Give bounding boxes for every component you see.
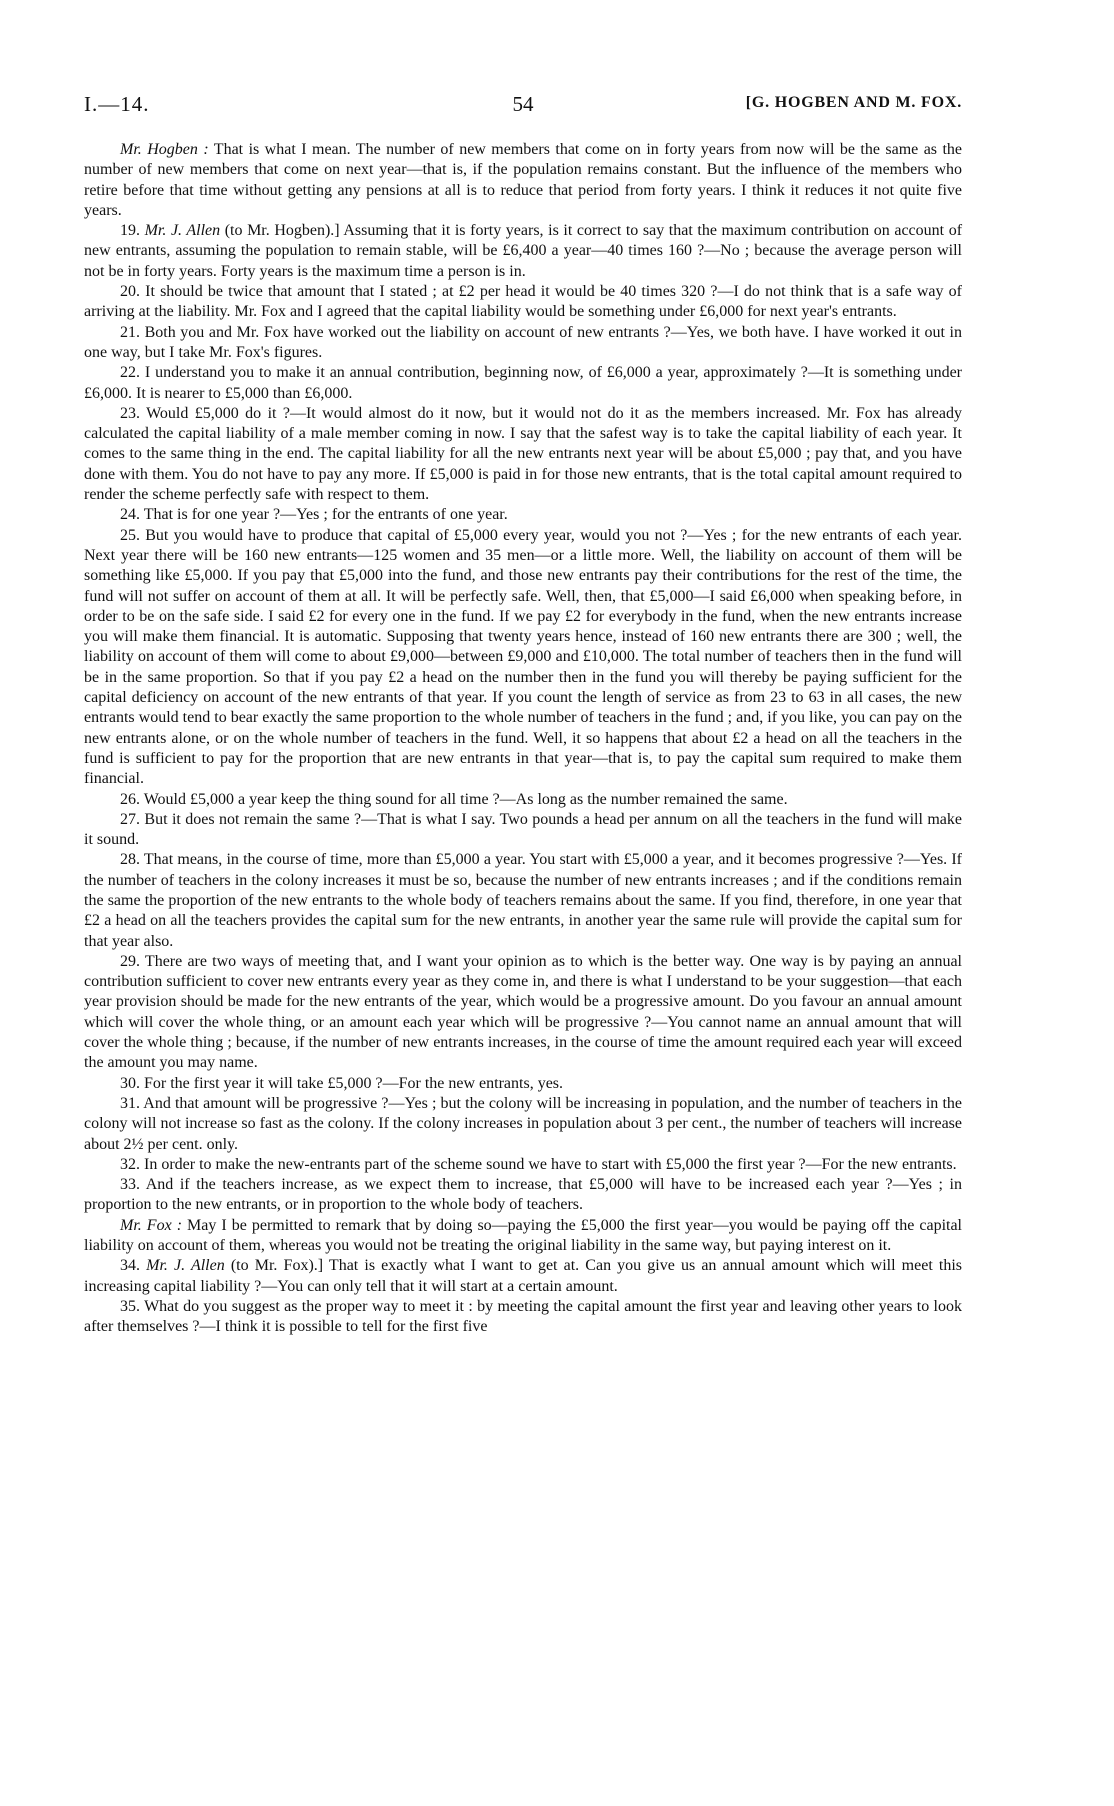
question-19: 19. Mr. J. Allen (to Mr. Hogben).] Assuming that it is forty years, is it correct to say that the maximum contribution on account of new entrants, assuming the population to remain stable, will be £6,400 a year—40 times 160 ?—No ; because the average person will not be in forty years. Forty years is the maximum time a person is in. [84,222,963,280]
question-34: 34. Mr. J. Allen (to Mr. Fox).] That is exactly what I want to get at. Can you give us an annual amount which will meet this increasing capital liability ?—You can only tell that it will start at a certain amount. [84,1257,963,1295]
question-24: 24. That is for one year ?—Yes ; for the entrants of one year. [120,506,508,524]
question-30: 30. For the first year it will take £5,000 ?—For the new entrants, yes. [120,1074,564,1092]
question-21: 21. Both you and Mr. Fox have worked out the liability on account of new entrants ?—Yes, we both have. I have worked it out in one way, but I take Mr. Fox's figures. [84,323,962,361]
minutes-of-evidence [84,140,962,1338]
speaker: Mr. J. Allen [146,1257,225,1275]
running-header [84,92,962,132]
speaker: Mr. Hogben : [120,141,209,158]
speaker: Mr. Fox : [120,1216,183,1234]
question-23: 23. Would £5,000 do it ?—It would almost do it now, but it would not do it as the members increased. Mr. Fox has already calculated the capital liability of a male member coming in now. I say that the safest way is to take the capital liability of each year. It comes to the same thing in the end. The capital liability for all the new entrants next year will be about £5,000 ; pay that, and you have done with them. You do not have to pay any more. If £5,000 is paid in for those new entrants, that is the total capital amount required to render the scheme perfectly safe with respect to them. [84,404,962,504]
question-25: 25. But you would have to produce that capital of £5,000 every year, would you not ?—Yes ; for the new entrants of each year. Next year there will be 160 new entrants—125 women and 35 men—or a little more. Well, the liability on account of them will be something like £5,000. If you pay that £5,000 into the fund, and those new entrants pay their contributions for the rest of the time, the fund will not suffer on account of them at all. It will be perfectly safe. Well, then, that £5,000—I said £6,000 when speaking before, in order to be on the safe side. I said £2 for every one in the fund. If we pay £2 for everybody in the fund, when the new entrants increase you will make them financial. It is automatic. Supposing that twenty years hence, instead of 160 new entrants there are 300 ; well, the liability on account of them will come to about £9,000—between £9,000 and £10,000. The total number of teachers then in the fund will be in the same proportion. So that if you pay £2 a head on the number then in the fund you will thereby be paying sufficient for the capital deficiency on account of the new entrants of that year. If you count the length of service as from 23 to 63 in all cases, the new entrants would tend to bear exactly the same proportion to the whole number of teachers in the fund ; and, if you like, you can pay on the new entrants alone, or on the whole number of teachers in the fund. Well, it so happens that about £2 a head on all the teachers in the fund is sufficient to pay for the proportion that are new entrants in that year—that is, to pay the capital sum required to make them financial. [84,526,962,788]
question-27: 27. But it does not remain the same ?—That is what I say. Two pounds a head per annum on all the teachers in the fund will make it sound. [84,810,962,849]
question-29: 29. There are two ways of meeting that, and I want your opinion as to which is the better way. One way is by paying an annual contribution sufficient to cover new entrants every year as they come in, and there is what I understand to be your suggestion—that each year provision should be made for the new entrants of the year, which would be a progressive amount. Do you favour an annual amount which will cover the whole thing, or an amount each year which will be progressive ?—You cannot name an annual amount that will cover the whole thing ; because, if the number of new entrants increases, in the course of time the amount required each year will exceed the amount you may name. [84,952,962,1072]
question-35: 35. What do you suggest as the proper way to meet it : by meeting the capital amount the first year and leaving other years to look after themselves ?—I think it is possible to tell for the first five [84,1297,962,1336]
question-33: 33. And if the teachers increase, as we expect them to increase, that £5,000 will have to be increased each year ?—Yes ; in proportion to the new entrants, or in proportion to the whole body of teachers. [84,1176,962,1214]
page-number: 54 [512,92,534,116]
paper-code: I.—14. [84,92,150,116]
question-26: 26. Would £5,000 a year keep the thing sound for all time ?—As long as the number remained the same. [120,790,788,808]
paragraph-fox-remark: Mr. Fox : May I be permitted to remark that by doing so—paying the £5,000 the first year—you would be paying off the capital liability on account of them, whereas you would not be treating the original liability in the same way, but paying interest on it. [84,1216,963,1255]
witness-names: [G. HOGBEN AND M. FOX. [745,94,962,111]
paragraph-hogben-remark: Mr. Hogben : That is what I mean. The number of new members that come on in forty years from now will be the same as the number of new members that come on next year—that is, if the population remains constant. But the influence of the members who retire before that time without getting any pensions at all is to reduce that period from forty years. I think it reduces it not quite five years. [84,141,963,219]
question-22: 22. I understand you to make it an annual contribution, beginning now, of £6,000 a year, approximately ?—It is something under £6,000. It is nearer to £5,000 than £6,000. [84,364,962,402]
speaker: Mr. J. Allen [144,222,221,240]
question-20: 20. It should be twice that amount that I stated ; at £2 per head it would be 40 times 320 ?—I do not think that is a safe way of arriving at the liability. Mr. Fox and I agreed that the capital liability would be something under £6,000 for next year's entrants. [84,283,962,321]
question-28: 28. That means, in the course of time, more than £5,000 a year. You start with £5,000 a year, and it becomes progressive ?—Yes. If the number of teachers in the colony increases it must be so, because the number of new entrants increases ; and if the conditions remain the same the proportion of the new entrants to the whole body of teachers remains about the same. If you find, therefore, in one year that £2 a head on all the teachers provides the capital sum for the new entrants, in another year the same rule will provide the capital sum for that year also. [84,851,962,950]
page-content [84,92,962,1338]
question-31: 31. And that amount will be progressive ?—Yes ; but the colony will be increasing in population, and the number of teachers in the colony will not increase so fast as the colony. If the colony increases in population about 3 per cent., the number of teachers will increase about 2½ per cent. only. [84,1094,962,1153]
question-32: 32. In order to make the new-entrants part of the scheme sound we have to start with £5,000 the first year ?—For the new entrants. [120,1155,957,1173]
